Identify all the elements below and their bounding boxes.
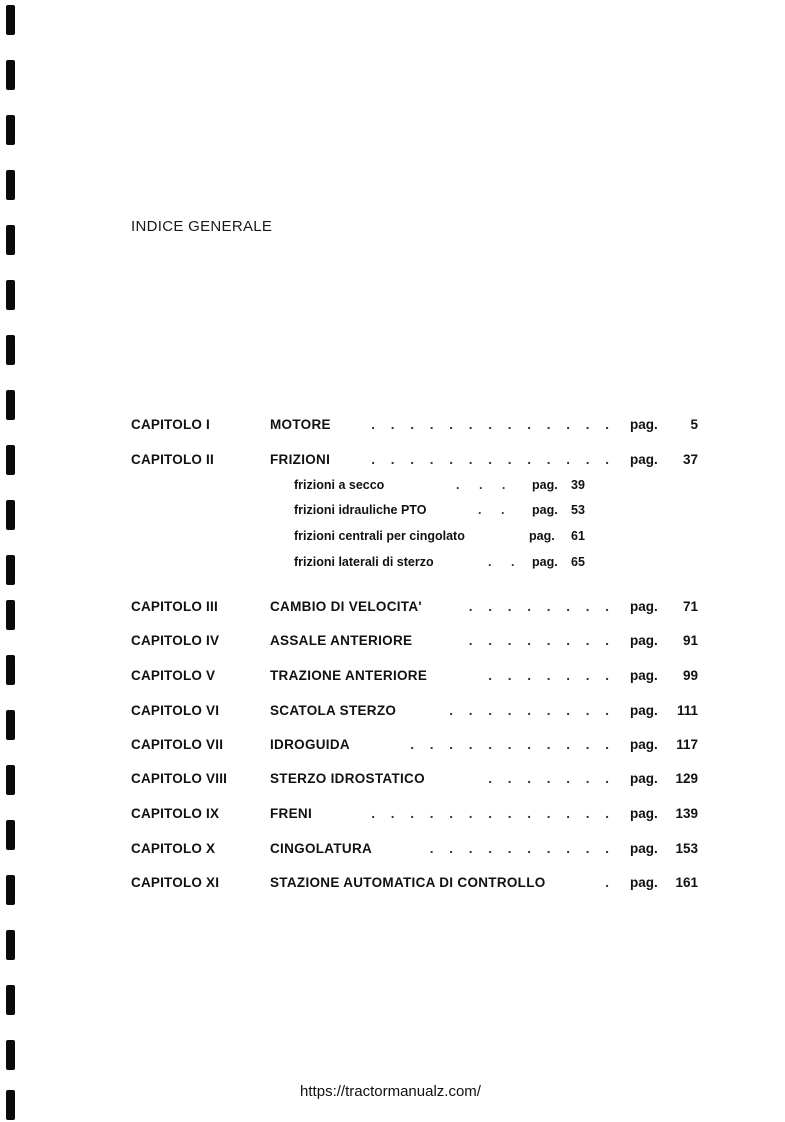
page-abbrev: pag.	[630, 417, 658, 432]
chapter-name: IDROGUIDA	[270, 737, 350, 752]
page-number: 39	[571, 478, 585, 492]
page-number: 37	[682, 452, 698, 467]
page-abbrev: pag.	[630, 452, 658, 467]
leader-dots: . . .	[456, 478, 514, 492]
chapter-label: CAPITOLO VIII	[131, 771, 228, 786]
subsection-name: frizioni a secco	[294, 478, 385, 492]
page-abbrev: pag.	[630, 737, 658, 752]
leader-dots: . .	[478, 503, 513, 517]
toc-row-chapter-5[interactable]	[0, 668, 785, 688]
page-number: 91	[682, 633, 698, 648]
toc-row-chapter-3[interactable]	[0, 599, 785, 619]
chapter-name: CAMBIO DI VELOCITA'	[270, 599, 422, 614]
toc-row-chapter-11[interactable]	[0, 875, 785, 895]
page-number: 161	[675, 875, 698, 890]
page-abbrev: pag.	[630, 806, 658, 821]
leader-dots: . .	[488, 555, 523, 569]
chapter-name: FRENI	[270, 806, 312, 821]
leader-dots: . . . . . . . . . . . . .	[371, 417, 615, 432]
leader-dots: . . . . . . . . . .	[429, 841, 615, 856]
page-abbrev: pag.	[630, 703, 658, 718]
subsection-name: frizioni laterali di sterzo	[294, 555, 434, 569]
page-abbrev: pag.	[630, 633, 658, 648]
subsection-name: frizioni centrali per cingolato	[294, 529, 465, 543]
toc-row-chapter-2[interactable]	[0, 452, 785, 472]
leader-dots: . . . . . . . . . . .	[410, 737, 615, 752]
toc-row-chapter-1[interactable]	[0, 417, 785, 437]
leader-dots: . . . . . . . .	[468, 599, 615, 614]
chapter-name: STAZIONE AUTOMATICA DI CONTROLLO	[270, 875, 546, 890]
page-abbrev: pag.	[630, 599, 658, 614]
toc-subsection-1[interactable]	[0, 478, 785, 496]
toc-subsection-4[interactable]	[0, 555, 785, 573]
chapter-label: CAPITOLO IX	[131, 806, 220, 821]
leader-dots: . . . . . . . . . . . . .	[371, 806, 615, 821]
chapter-name: FRIZIONI	[270, 452, 331, 467]
toc-row-chapter-10[interactable]	[0, 841, 785, 861]
page-abbrev: pag.	[630, 841, 658, 856]
toc-row-chapter-9[interactable]	[0, 806, 785, 826]
chapter-label: CAPITOLO III	[131, 599, 218, 614]
chapter-name: ASSALE ANTERIORE	[270, 633, 413, 648]
toc-subsection-3[interactable]	[0, 529, 785, 547]
page-number: 99	[682, 668, 698, 683]
leader-dots: .	[605, 875, 615, 890]
chapter-label: CAPITOLO I	[131, 417, 211, 432]
page-abbrev: pag.	[630, 875, 658, 890]
chapter-label: CAPITOLO IV	[131, 633, 220, 648]
chapter-label: CAPITOLO X	[131, 841, 216, 856]
toc-row-chapter-4[interactable]	[0, 633, 785, 653]
page-title: INDICE GENERALE	[131, 218, 273, 235]
leader-dots: . . . . . . .	[488, 771, 615, 786]
toc-row-chapter-8[interactable]	[0, 771, 785, 791]
page-number: 153	[675, 841, 698, 856]
chapter-name: MOTORE	[270, 417, 331, 432]
page-number: 111	[676, 703, 698, 718]
page-number: 65	[571, 555, 585, 569]
page-number: 5	[690, 417, 698, 432]
page-abbrev: pag.	[532, 478, 558, 492]
page-abbrev: pag.	[532, 555, 558, 569]
page-number: 129	[675, 771, 698, 786]
page-abbrev: pag.	[532, 503, 558, 517]
chapter-name: CINGOLATURA	[270, 841, 373, 856]
page-abbrev: pag.	[630, 771, 658, 786]
page-abbrev: pag.	[630, 668, 658, 683]
leader-dots: . . . . . . . . . . . . .	[371, 452, 615, 467]
chapter-name: SCATOLA STERZO	[270, 703, 397, 718]
page-number: 71	[682, 599, 698, 614]
chapter-label: CAPITOLO XI	[131, 875, 220, 890]
chapter-name: TRAZIONE ANTERIORE	[270, 668, 428, 683]
chapter-label: CAPITOLO V	[131, 668, 216, 683]
page-number: 61	[571, 529, 585, 543]
page-number: 139	[675, 806, 698, 821]
chapter-label: CAPITOLO II	[131, 452, 214, 467]
page-abbrev: pag.	[529, 529, 555, 543]
chapter-name: STERZO IDROSTATICO	[270, 771, 425, 786]
chapter-label: CAPITOLO VII	[131, 737, 224, 752]
page-number: 53	[571, 503, 585, 517]
footer-url[interactable]	[0, 1083, 785, 1100]
subsection-name: frizioni idrauliche PTO	[294, 503, 427, 517]
page-number: 117	[676, 737, 698, 752]
leader-dots: . . . . . . .	[488, 668, 615, 683]
footer-url-text[interactable]: https://tractormanualz.com/	[300, 1083, 481, 1100]
toc-subsection-2[interactable]	[0, 503, 785, 521]
toc-row-chapter-6[interactable]	[0, 703, 785, 723]
toc-row-chapter-7[interactable]	[0, 737, 785, 757]
leader-dots: . . . . . . . .	[468, 633, 615, 648]
leader-dots: . . . . . . . . .	[449, 703, 615, 718]
chapter-label: CAPITOLO VI	[131, 703, 220, 718]
